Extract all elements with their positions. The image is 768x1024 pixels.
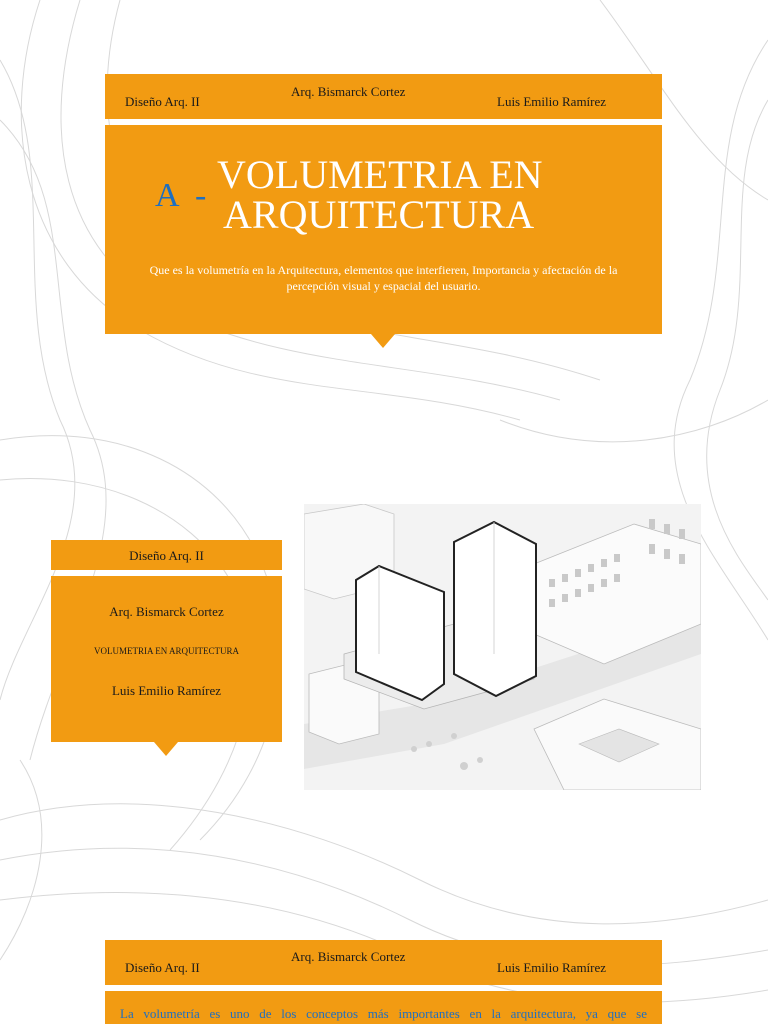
- student-label: Luis Emilio Ramírez: [111, 683, 222, 698]
- slide-subtitle: Que es la volumetría en la Arquitectura, elementos que interfieren, Importancia y afectación de la percepción visual y espacial del usuario.: [149, 263, 618, 293]
- slide-1: [0, 0, 768, 420]
- course-label: Diseño Arq. II: [125, 960, 200, 975]
- section-dash: -: [195, 177, 207, 214]
- volumetry-illustration: [304, 504, 701, 790]
- slide-2: [0, 420, 768, 840]
- header-bar: [105, 74, 662, 119]
- card-body: [51, 576, 282, 742]
- student-label: Luis Emilio Ramírez: [497, 960, 607, 975]
- course-label: Diseño Arq. II: [129, 548, 204, 563]
- slide-title: [217, 152, 543, 237]
- slide-3: [0, 840, 768, 1024]
- title-line-1: VOLUMETRIA EN: [217, 152, 543, 197]
- header-bar: [105, 940, 662, 985]
- section-letter: A: [155, 177, 180, 214]
- topic-label: VOLUMETRIA EN ARQUITECTURA: [94, 646, 239, 656]
- card-pointer: [154, 742, 178, 756]
- course-label: Diseño Arq. II: [125, 94, 200, 109]
- panel-pointer: [371, 334, 395, 348]
- professor-label: Arq. Bismarck Cortez: [109, 604, 224, 619]
- title-line-2: ARQUITECTURA: [223, 192, 535, 237]
- body-panel: [105, 991, 662, 1024]
- professor-label: Arq. Bismarck Cortez: [291, 84, 406, 99]
- card-header: [51, 540, 282, 570]
- student-label: Luis Emilio Ramírez: [497, 94, 607, 109]
- professor-label: Arq. Bismarck Cortez: [291, 949, 406, 964]
- body-text: La volumetría es uno de los conceptos más importantes en la arquitectura, ya que se: [120, 1006, 647, 1021]
- title-panel: [105, 125, 662, 334]
